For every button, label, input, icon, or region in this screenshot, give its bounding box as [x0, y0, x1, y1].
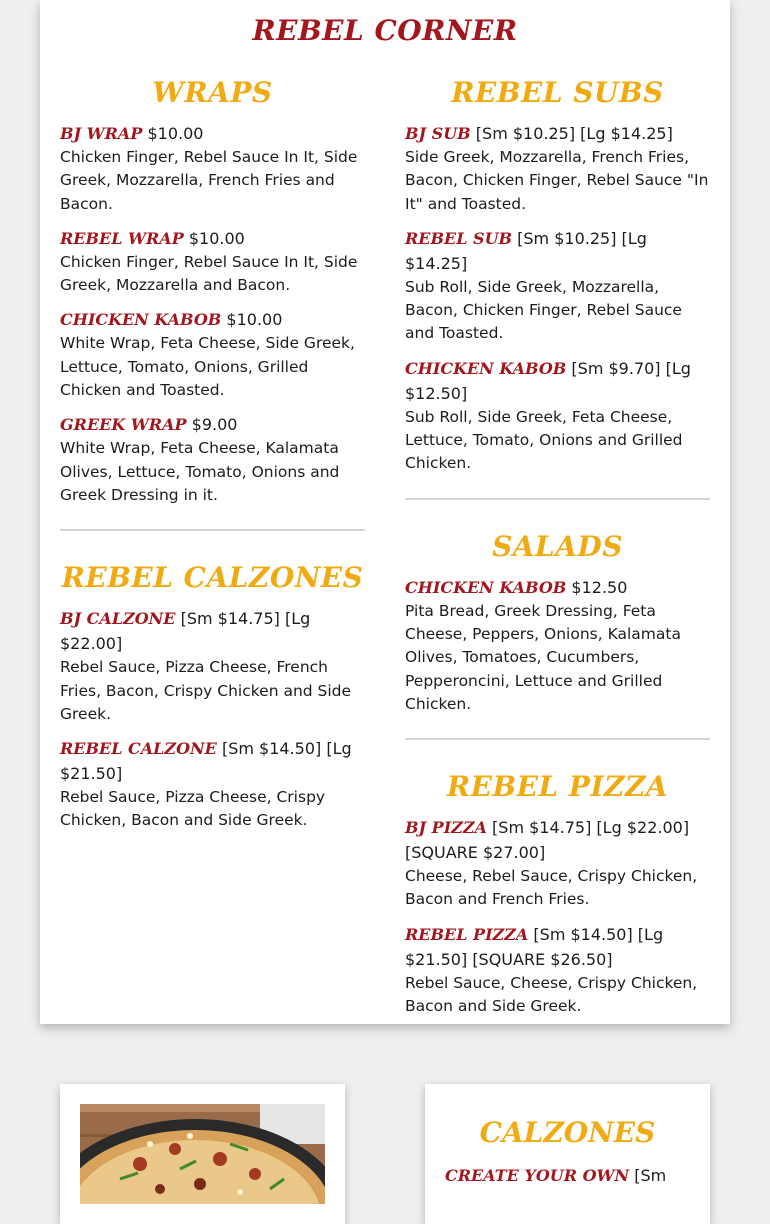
menu-item-price: [Sm $9.70] [Lg $12.50] [405, 358, 691, 403]
menu-item-name: REBEL SUB [405, 228, 513, 248]
menu-item-name: BJ PIZZA [405, 818, 487, 838]
menu-item-header [60, 606, 365, 656]
rebel-corner-card [40, 0, 730, 1024]
section-divider [405, 498, 710, 500]
menu-item [405, 575, 710, 716]
menu-item-description: Chicken Finger, Rebel Sauce In It, Side Greek, Mozzarella and Bacon. [60, 252, 358, 295]
menu-item-description: Side Greek, Mozzarella, French Fries, Bacon, Chicken Finger, Rebel Sauce "In It" and Toasted. [405, 148, 709, 213]
menu-item [60, 226, 365, 298]
menu-item-header [405, 226, 710, 276]
menu-item-price: $10.00 [226, 310, 283, 330]
menu-item-description: Sub Roll, Side Greek, Mozzarella, Bacon, Chicken Finger, Rebel Sauce and Toasted. [405, 277, 682, 343]
menu-item-name: REBEL CALZONE [60, 739, 217, 759]
menu-item-name: CHICKEN KABOB [405, 358, 567, 378]
menu-item-price: [Sm $14.50] [Lg $21.50] [SQUARE $26.50] [405, 924, 664, 969]
calzones-card [425, 1084, 710, 1224]
menu-item-name: GREEK WRAP [60, 415, 187, 435]
menu-item [405, 226, 710, 346]
pizza-photo-card [60, 1084, 345, 1224]
menu-item [60, 412, 365, 507]
menu-item-name: REBEL WRAP [60, 228, 184, 248]
menu-item [60, 121, 365, 216]
menu-item [405, 815, 710, 912]
menu-item-header [60, 307, 365, 332]
menu-item-name: REBEL PIZZA [405, 924, 529, 944]
menu-item-description: Pita Bread, Greek Dressing, Feta Cheese, Peppers, Onions, Kalamata Olives, Tomatoes, Cucumbers, Pepperoncini, Lettuce and Grilled Chicken. [405, 601, 681, 713]
menu-item-price: [Sm $14.75] [Lg $22.00] [60, 609, 311, 654]
menu-item [405, 121, 710, 216]
menu-item-header [405, 815, 710, 865]
create-your-own-name: CREATE YOUR OWN [445, 1166, 630, 1185]
menu-item-description: Cheese, Rebel Sauce, Crispy Chicken, Bacon and French Fries. [405, 867, 698, 909]
section-title-salads: SALADS [492, 529, 623, 563]
menu-item-name: BJ CALZONE [60, 609, 176, 629]
right-column [405, 76, 710, 1028]
menu-item-description: Chicken Finger, Rebel Sauce In It, Side Greek, Mozzarella, French Fries and Bacon. [60, 148, 358, 213]
menu-item-price: [Sm $14.50] [Lg $21.50] [60, 739, 352, 784]
menu-item-header [60, 226, 365, 251]
menu-item-name: BJ SUB [405, 124, 471, 143]
menu-item-description: Rebel Sauce, Cheese, Crispy Chicken, Bacon and Side Greek. [405, 973, 698, 1016]
menu-item [405, 922, 710, 1019]
menu-item-price: $9.00 [191, 415, 238, 435]
menu-item-price: $10.00 [188, 228, 245, 248]
pizza-icon [80, 1104, 325, 1204]
menu-item-name: CHICKEN KABOB [405, 577, 567, 597]
section-divider [405, 738, 710, 740]
menu-item [60, 307, 365, 402]
menu-item-description: Rebel Sauce, Pizza Cheese, French Fries, Bacon, Crispy Chicken and Side Greek. [60, 658, 352, 723]
create-your-own-item [445, 1166, 666, 1185]
menu-item-price: [Sm $10.25] [Lg $14.25] [405, 228, 647, 273]
menu-item-price: [Sm $10.25] [Lg $14.25] [475, 124, 673, 143]
left-column [60, 76, 365, 843]
menu-item-name: CHICKEN KABOB [60, 310, 222, 330]
menu-item-name: BJ WRAP [60, 124, 143, 143]
pizza-photo [80, 1104, 325, 1204]
section-divider [60, 529, 365, 531]
create-your-own-price: [Sm [634, 1166, 667, 1185]
menu-item-price: $10.00 [147, 124, 204, 143]
menu-item-description: Sub Roll, Side Greek, Feta Cheese, Lettuce, Tomato, Onions and Grilled Chicken. [405, 407, 683, 473]
menu-item-price: $12.50 [571, 577, 628, 597]
menu-item-header [60, 412, 365, 437]
menu-item-description: White Wrap, Feta Cheese, Kalamata Olives, Lettuce, Tomato, Onions and Greek Dressing in it. [60, 439, 340, 504]
menu-item-price: [Sm $14.75] [Lg $22.00] [SQUARE $27.00] [405, 818, 690, 863]
menu-item-header [405, 121, 710, 146]
menu-item [60, 736, 365, 833]
menu-item-header [405, 922, 710, 972]
menu-item [405, 356, 710, 476]
section-title-rebel-calzones: REBEL CALZONES [61, 561, 364, 595]
menu-item-header [405, 575, 710, 600]
menu-item-header [60, 121, 365, 146]
page-title: REBEL CORNER [252, 14, 518, 47]
menu-item-header [405, 356, 710, 406]
menu-item-description: Rebel Sauce, Pizza Cheese, Crispy Chicken, Bacon and Side Greek. [60, 788, 326, 830]
section-title-rebel-subs: REBEL SUBS [451, 76, 664, 109]
calzones-title: CALZONES [479, 1116, 656, 1149]
menu-item-header [60, 736, 365, 786]
menu-item [60, 606, 365, 726]
section-title-wraps: WRAPS [152, 76, 273, 109]
menu-item-description: White Wrap, Feta Cheese, Side Greek, Lettuce, Tomato, Onions, Grilled Chicken and Toasted. [60, 334, 355, 400]
section-title-rebel-pizza: REBEL PIZZA [446, 770, 669, 804]
